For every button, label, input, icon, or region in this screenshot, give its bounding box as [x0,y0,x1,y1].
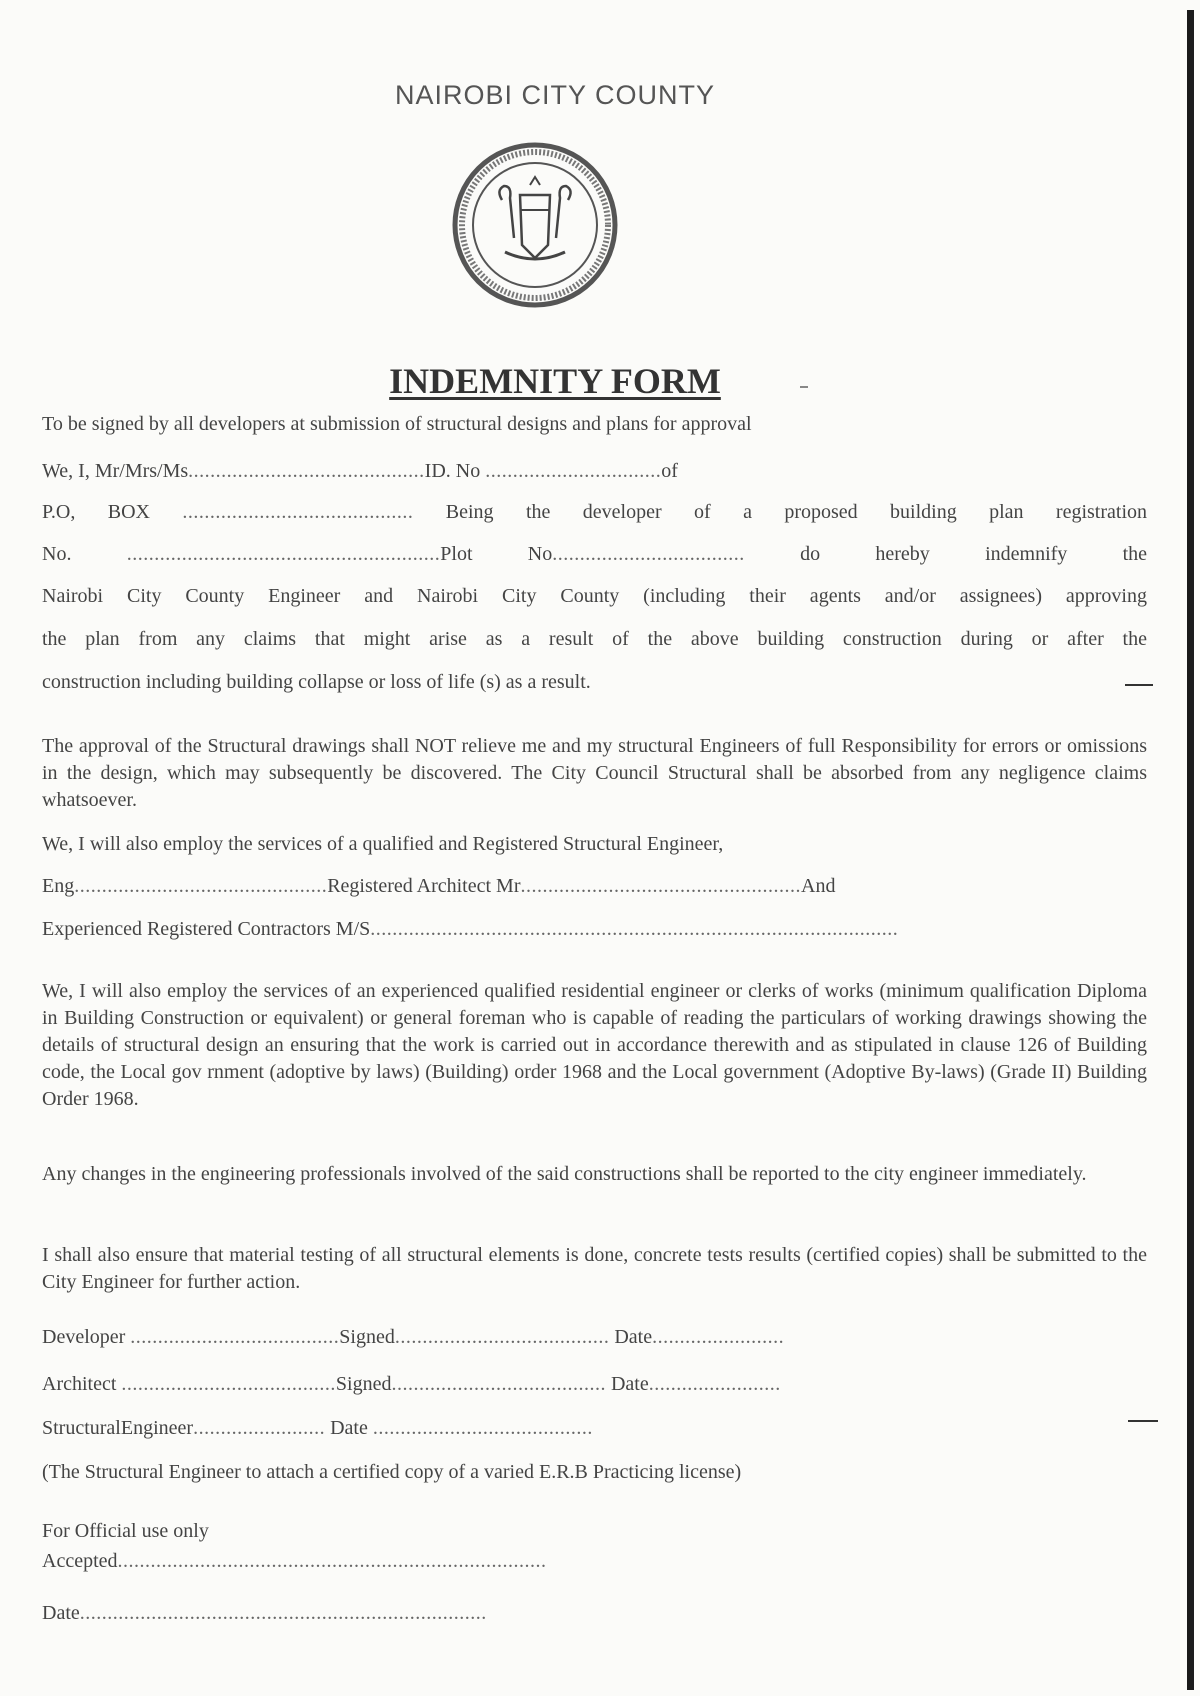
registration-line [42,543,1147,566]
architect-label: Registered Architect Mr [327,875,521,897]
developer-signed-field[interactable]: ....................................... [394,1326,610,1348]
declaration-line-6: construction including building collapse or loss of life (s) as a result. [42,671,591,693]
developer-field[interactable]: ...................................... [130,1326,340,1348]
and-text: And [801,875,836,897]
architect-signature-line [42,1373,1147,1396]
eng-field[interactable]: .............................................. [74,875,328,897]
contractors-line [42,918,1147,941]
official-date-field[interactable]: .......................................................................... [79,1602,487,1624]
accepted-field[interactable]: .............................................................................. [117,1550,547,1572]
residential-engineer-paragraph: We, I will also employ the services of an experienced qualified residential engineer or clerks of works (minimum qualification Diploma in Building Construction or equivalent) or general foreman who is capable of reading the particulars of working drawings showing the details of structural design an ensuring that the work is carried out in accordance therewith and as stipulated in clause 126 of Building code, the Local gov rnment (adoptive by laws) (Building) order 1968 and the Local government (Adoptive By-laws) (Grade II) Building Order 1968. [42,980,1147,1110]
architect-sign-label: Architect [42,1373,117,1395]
form-subtitle: To be signed by all developers at submission of structural designs and plans for approval [42,413,752,435]
date-label: Date [330,1417,368,1439]
approval-paragraph: The approval of the Structural drawings shall NOT relieve me and my structural Engineers of full Responsibility for errors or omissions in the design, which may subsequently be discovered. The City Council Structural shall be absorbed from any negligence claims whatsoever. [42,735,1147,811]
architect-date-field[interactable]: ........................ [648,1373,781,1395]
accepted-line [42,1550,1147,1573]
name-id-line [42,460,1147,483]
developer-label: Developer [42,1326,126,1348]
contractors-field[interactable]: ................................................................................................ [370,918,899,940]
official-date-label: Date [42,1602,80,1624]
contractors-label: Experienced Registered Contractors M/S [42,918,371,940]
material-testing-paragraph: I shall also ensure that material testing of all structural elements is done, concrete tests results (certified copies) shall be submitted to the City Engineer for further action. [42,1244,1147,1293]
name-label: We, I, Mr/Mrs/Ms [42,460,189,482]
signed-label: Signed [339,1326,395,1348]
id-field[interactable]: ................................ [485,460,662,482]
structural-engineer-label: StructuralEngineer [42,1417,194,1439]
license-note: (The Structural Engineer to attach a certified copy of a varied E.R.B Practicing license) [42,1461,742,1483]
developer-statement: Being the developer of a proposed building plan registration [445,501,1148,523]
form-title: INDEMNITY FORM [389,361,721,401]
declaration-line-4: Nairobi City County Engineer and Nairobi City County (including their agents and/or assignees) approving [42,585,1147,607]
official-use-heading: For Official use only [42,1520,209,1542]
po-box-line [42,501,1147,524]
scan-mark [800,386,808,388]
name-field[interactable]: ........................................... [188,460,425,482]
date-label: Date [610,1373,649,1395]
county-name: NAIROBI CITY COUNTY [394,80,716,110]
engineer-architect-line [42,875,1147,898]
date-label: Date [614,1326,653,1348]
po-box-field[interactable]: .......................................... [182,501,414,523]
eng-label: Eng [42,875,75,897]
county-seal [450,140,620,310]
id-label: ID. No [424,460,481,482]
structural-engineer-line [42,1417,1147,1440]
services-intro: We, I will also employ the services of a qualified and Registered Structural Engineer, [42,833,724,855]
scan-edge [1187,10,1194,1690]
structural-engineer-field[interactable]: ........................ [193,1417,326,1439]
of-label: of [661,460,678,482]
architect-field[interactable]: ................................................... [520,875,801,897]
official-date-line [42,1602,1147,1625]
declaration-line-5: the plan from any claims that might arise as a result of the above building construction during or after the [42,628,1147,650]
architect-signed-field[interactable]: ....................................... [391,1373,606,1395]
signed-label: Signed [335,1373,392,1395]
scan-mark [1125,684,1153,686]
developer-date-field[interactable]: ........................ [652,1326,785,1348]
structural-date-field[interactable]: ........................................ [372,1417,593,1439]
accepted-label: Accepted [42,1550,118,1572]
changes-paragraph: Any changes in the engineering professionals involved of the said constructions shall be reported to the city engineer immediately. [42,1163,1087,1185]
developer-signature-line [42,1326,1147,1349]
indemnify-text: do hereby indemnify the [800,543,1148,565]
architect-sign-field[interactable]: ....................................... [121,1373,336,1395]
plot-field[interactable]: ................................... [552,543,745,565]
registration-field[interactable]: ......................................................... [126,543,441,565]
scan-mark [1128,1420,1158,1422]
plot-label: Plot No [440,543,553,565]
po-box-label: P.O, BOX [42,501,150,523]
registration-label: No. [42,543,72,565]
